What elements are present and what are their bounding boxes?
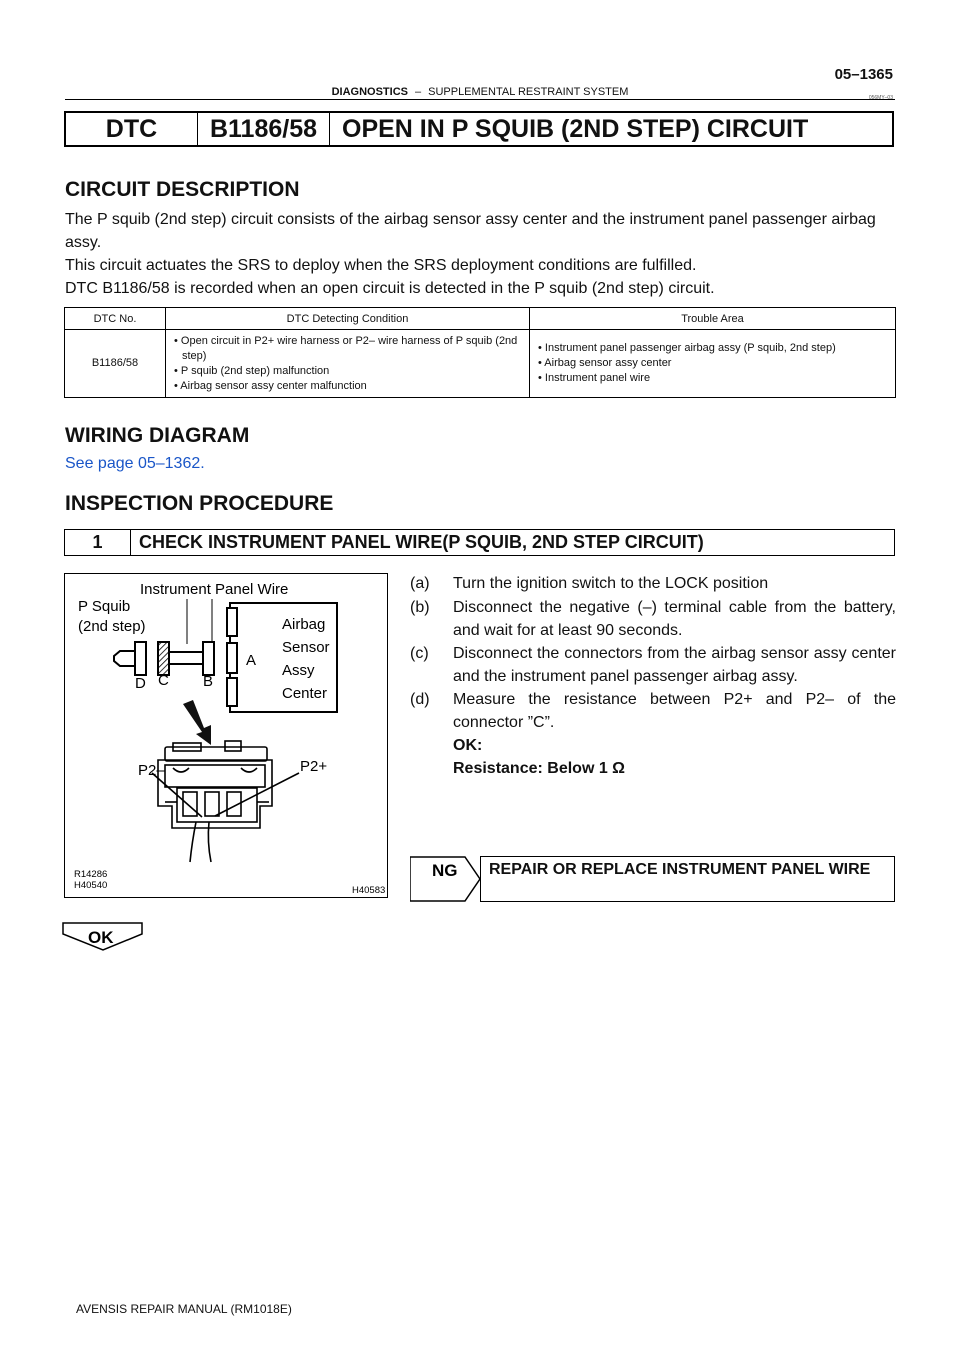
step-d-text: Measure the resistance between P2+ and P2– of the connector ”C”. [453,691,896,731]
p2-minus-label: P2– [138,762,165,779]
p-squib-label-2: (2nd step) [78,618,146,635]
header-section: DIAGNOSTICS [331,86,408,98]
header-dash: – [414,86,422,98]
figure-code: H40540 [74,880,108,891]
step-b-text: Disconnect the negative (–) terminal cable from the battery, and wait for at least 90 seconds. [453,599,896,639]
circuit-description-heading: CIRCUIT DESCRIPTION [65,178,300,201]
circuit-p3: DTC B1186/58 is recorded when an open circuit is detected in the P squib (2nd step) circuit. [65,280,715,297]
page-number: 05–1365 [834,66,893,83]
connector-diagram [65,574,386,896]
connector-d-label: D [135,675,146,692]
trouble-area-cell [530,330,896,398]
header-breadcrumb [0,86,960,98]
step-b-label: (b) [410,599,430,616]
dtc-code: B1186/58 [198,113,330,145]
airbag-label: Center [282,685,328,702]
footer-manual-title: AVENSIS REPAIR MANUAL (RM1018E) [76,1302,292,1316]
figure-code: H40583 [352,885,386,896]
ok-criteria-label: OK: [453,737,483,754]
area-item: • Instrument panel wire [538,372,651,384]
ng-arrow-icon [410,856,485,902]
table-header: DTC No. [65,308,166,330]
table-header: DTC Detecting Condition [166,308,530,330]
table-row [65,330,896,398]
arrow-icon [183,700,211,745]
connector-c-front-view [152,741,299,862]
sensor-connector [227,608,237,636]
detecting-condition-cell [166,330,530,398]
ok-tab [62,922,144,952]
connector-c [158,642,169,675]
area-item: • Instrument panel passenger airbag assy (P squib, 2nd step) [538,342,836,354]
dtc-title-box [64,111,894,147]
airbag-label: Airbag [282,616,326,633]
ng-action-box: REPAIR OR REPLACE INSTRUMENT PANEL WIRE [480,856,895,902]
step-a-label: (a) [410,575,430,592]
circuit-p2: This circuit actuates the SRS to deploy when the SRS deployment conditions are fulfilled. [65,257,697,274]
circuit-p1: The P squib (2nd step) circuit consists of the airbag sensor assy center and the instrument panel passenger airbag assy. [65,211,876,251]
sensor-connector-a [227,643,237,673]
table-header: Trouble Area [530,308,896,330]
dtc-table [64,307,896,398]
condition-item: • P squib (2nd step) malfunction [174,364,330,377]
instrument-panel-wire-label: Instrument Panel Wire [140,581,289,598]
dtc-number-cell: B1186/58 [65,330,166,398]
connector-b [203,642,214,675]
step-d-label: (d) [410,691,430,708]
airbag-label: Sensor [282,639,330,656]
procedure-list [410,572,896,777]
inspection-procedure-heading: INSPECTION PROCEDURE [65,492,334,515]
squib-connector-plug [114,651,135,666]
condition-item: • Airbag sensor assy center malfunction [174,379,367,392]
step-header [64,529,895,556]
sensor-connector [227,678,237,706]
dtc-title: OPEN IN P SQUIB (2ND STEP) CIRCUIT [342,114,809,143]
circuit-description-text [65,208,897,300]
step-a-text: Turn the ignition switch to the LOCK position [453,575,769,592]
condition-item: • Open circuit in P2+ wire harness or P2– wire harness of P squib (2nd step) [174,334,518,362]
dtc-label: DTC [66,113,198,145]
step-number: 1 [65,530,131,555]
p2-plus-label: P2+ [300,758,328,775]
wire-segment [169,652,203,664]
connector-a-label: A [246,652,257,669]
step-c-label: (c) [410,645,429,662]
area-item: • Airbag sensor assy center [538,357,672,369]
connector-c-label: C [158,672,169,689]
connector-figure [64,573,388,898]
figure-code: R14286 [74,869,108,880]
step-c-text: Disconnect the connectors from the airbag sensor assy center and the instrument panel passenger airbag assy. [453,645,896,685]
connector-d [135,642,146,675]
ok-criteria-value: Resistance: Below 1 Ω [453,760,625,777]
header-rule [65,99,895,100]
p-squib-label: P Squib [78,598,131,615]
ng-label: NG [432,861,458,880]
header-subsection: SUPPLEMENTAL RESTRAINT SYSTEM [428,86,629,98]
wiring-diagram-link[interactable]: See page 05–1362. [65,455,205,472]
doc-code: 056MY–03 [868,95,893,101]
step-title: CHECK INSTRUMENT PANEL WIRE(P SQUIB, 2ND STEP CIRCUIT) [139,532,704,552]
wiring-diagram-heading: WIRING DIAGRAM [65,424,250,447]
connector-b-label: B [203,673,214,690]
airbag-label: Assy [282,662,315,679]
table-header-row [65,308,896,330]
ok-tab-label: OK [88,928,114,947]
